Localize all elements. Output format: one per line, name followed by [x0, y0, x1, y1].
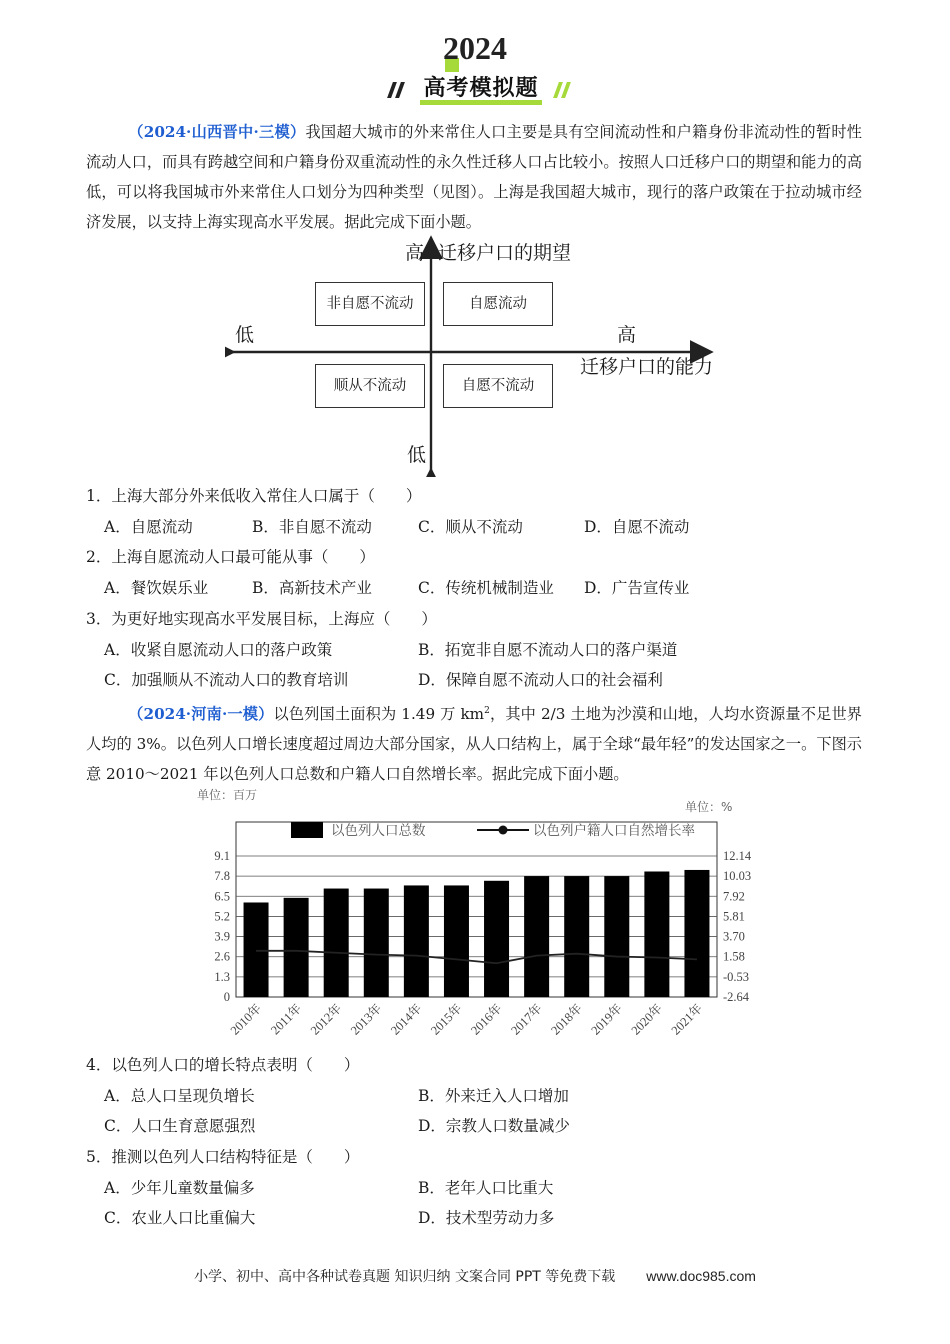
population-bar — [324, 889, 349, 997]
banner-stripes-left — [390, 82, 406, 102]
left-tick-label: 0 — [223, 990, 230, 1004]
passage-1 — [86, 117, 862, 237]
q1-option-c[interactable]: C．顺从不流动 — [418, 518, 523, 536]
question-5: 5．推测以色列人口结构特征是（ ） — [86, 1148, 360, 1166]
q2-option-d[interactable]: D．广告宣传业 — [584, 579, 690, 597]
left-tick-label: 3.9 — [214, 929, 230, 944]
migration-quadrant-diagram — [225, 232, 735, 477]
right-tick-label: 12.14 — [723, 849, 752, 863]
legend-line-marker — [499, 826, 508, 835]
question-1: 1．上海大部分外来低收入常住人口属于（ ） — [86, 487, 422, 505]
footer-url[interactable]: www.doc985.com — [646, 1268, 756, 1284]
q4-option-b[interactable]: B．外来迁入人口增加 — [418, 1087, 569, 1105]
q3-option-d[interactable]: D．保障自愿不流动人口的社会福利 — [418, 671, 663, 689]
right-tick-label: -2.64 — [723, 990, 750, 1004]
question-2: 2．上海自愿流动人口最可能从事（ ） — [86, 548, 375, 566]
passage-2-text-a: 以色列国土面积为 1.49 万 km — [273, 705, 485, 724]
x-tick-label: 2014年 — [388, 1001, 425, 1038]
right-tick-label: 1.58 — [723, 949, 745, 964]
population-bar — [244, 902, 269, 997]
y-axis-label: 迁移户口的期望 — [438, 242, 572, 264]
q2-option-a[interactable]: A．餐饮娱乐业 — [104, 579, 209, 597]
right-tick-label: -0.53 — [723, 969, 750, 984]
x-tick-label: 2016年 — [468, 1001, 505, 1038]
x-axis-low-label: 低 — [235, 324, 255, 346]
question-4: 4．以色列人口的增长特点表明（ ） — [86, 1056, 360, 1074]
passage-2 — [86, 696, 862, 789]
left-tick-label: 1.3 — [214, 969, 230, 984]
quadrant-involuntary-immobile: 非自愿不流动 — [315, 282, 425, 326]
left-axis-unit: 单位：百万 — [197, 788, 258, 802]
right-tick-label: 3.70 — [723, 929, 745, 944]
passage-2-superscript: 2 — [484, 706, 490, 716]
quadrant-voluntary-immobile: 自愿不流动 — [443, 364, 553, 408]
x-tick-label: 2011年 — [268, 1001, 305, 1038]
footer-text: 小学、初中、高中各种试卷真题 知识归纳 文案合同 PPT 等免费下载 — [194, 1269, 616, 1285]
x-tick-label: 2012年 — [307, 1001, 345, 1038]
legend-bar-label: 以色列人口总数 — [331, 823, 426, 839]
x-tick-label: 2020年 — [628, 1001, 665, 1038]
q3-option-b[interactable]: B．拓宽非自愿不流动人口的落户渠道 — [418, 641, 678, 659]
q5-option-c[interactable]: C．农业人口比重偏大 — [104, 1209, 256, 1227]
population-bar — [404, 885, 429, 997]
q5-option-d[interactable]: D．技术型劳动力多 — [418, 1209, 555, 1227]
q3-option-c[interactable]: C．加强顺从不流动人口的教育培训 — [104, 671, 349, 689]
q5-option-b[interactable]: B．老年人口比重大 — [418, 1179, 554, 1197]
right-tick-label: 5.81 — [723, 909, 745, 924]
left-tick-label: 9.1 — [214, 849, 230, 863]
left-tick-label: 7.8 — [214, 869, 230, 884]
x-tick-label: 2019年 — [588, 1001, 625, 1038]
title-banner — [390, 76, 572, 104]
legend-bar-swatch — [291, 822, 323, 838]
q1-option-a[interactable]: A．自愿流动 — [104, 518, 193, 536]
left-tick-label: 6.5 — [214, 889, 230, 904]
quadrant-voluntary-mobile: 自愿流动 — [443, 282, 553, 326]
passage-1-source: （2024·山西晋中·三模） — [128, 123, 306, 141]
q3-option-a[interactable]: A．收紧自愿流动人口的落户政策 — [104, 641, 333, 659]
y-axis-high-label: 高 — [405, 242, 425, 264]
population-bar — [684, 870, 709, 997]
legend-line-label: 以色列户籍人口自然增长率 — [533, 823, 695, 839]
x-tick-label: 2013年 — [347, 1001, 385, 1038]
q4-option-c[interactable]: C．人口生育意愿强烈 — [104, 1117, 256, 1135]
x-tick-label: 2021年 — [668, 1001, 706, 1038]
passage-2-source: （2024·河南·一模） — [128, 705, 274, 724]
banner-title: 高考模拟题 — [423, 76, 539, 101]
population-bar — [564, 876, 589, 997]
left-tick-label: 2.6 — [214, 949, 230, 964]
q1-option-d[interactable]: D．自愿不流动 — [584, 518, 690, 536]
population-bar — [604, 876, 629, 997]
population-bar — [444, 885, 469, 997]
population-bar — [284, 898, 309, 997]
q4-option-d[interactable]: D．宗教人口数量减少 — [418, 1117, 570, 1135]
q2-option-b[interactable]: B．高新技术产业 — [252, 579, 372, 597]
population-bar — [364, 889, 389, 997]
population-bar — [484, 881, 509, 997]
right-tick-label: 10.03 — [723, 869, 752, 884]
page-footer — [0, 1266, 950, 1286]
q2-option-c[interactable]: C．传统机械制造业 — [418, 579, 554, 597]
q4-option-a[interactable]: A．总人口呈现负增长 — [104, 1087, 255, 1105]
x-tick-label: 2010年 — [227, 1001, 265, 1038]
y-axis-low-label: 低 — [407, 444, 427, 466]
x-axis-high-label: 高 — [617, 324, 637, 346]
x-tick-label: 2018年 — [548, 1001, 585, 1038]
banner-stripes-right — [556, 82, 572, 102]
x-axis-label: 迁移户口的能力 — [580, 356, 714, 378]
passage-2-text-b: ，其中 2/3 土地为沙漠和山地，人均水资源量不足世界人均的 3%。以色列人口增长速度超过周边大部分国家，从人口结构上，属于全球“最年轻”的发达国家之一。下图示意 2010～2021 年以色列人口总数和户籍人口自然增长率。据此完成下面小题。 — [86, 705, 862, 784]
quadrant-compliant-immobile: 顺从不流动 — [315, 364, 425, 408]
question-3: 3．为更好地实现高水平发展目标，上海应（ ） — [86, 610, 437, 628]
israel-population-chart — [195, 782, 765, 1042]
chart-canvas — [195, 782, 765, 1042]
right-axis-unit: 单位：% — [685, 800, 733, 814]
left-tick-label: 5.2 — [214, 909, 230, 924]
q5-option-a[interactable]: A．少年儿童数量偏多 — [104, 1179, 255, 1197]
passage-1-text: 我国超大城市的外来常住人口主要是具有空间流动性和户籍身份非流动性的暂时性流动人口，而具有跨越空间和户籍身份双重流动性的永久性迁移人口占比较小。按照人口迁移户口的期望和能力的高低，可以将我国城市外来常住人口划分为四种类型（见图）。上海是我国超大城市，现行的落户政策在于拉动城市经济发展，以支持上海实现高水平发展。据此完成下面小题。 — [86, 123, 862, 231]
q1-option-b[interactable]: B．非自愿不流动 — [252, 518, 372, 536]
x-tick-label: 2015年 — [428, 1001, 465, 1038]
population-bar — [644, 871, 669, 997]
page-year: 2024 — [443, 30, 507, 66]
x-tick-label: 2017年 — [508, 1001, 545, 1038]
right-tick-label: 7.92 — [723, 889, 745, 904]
population-bar — [524, 876, 549, 997]
